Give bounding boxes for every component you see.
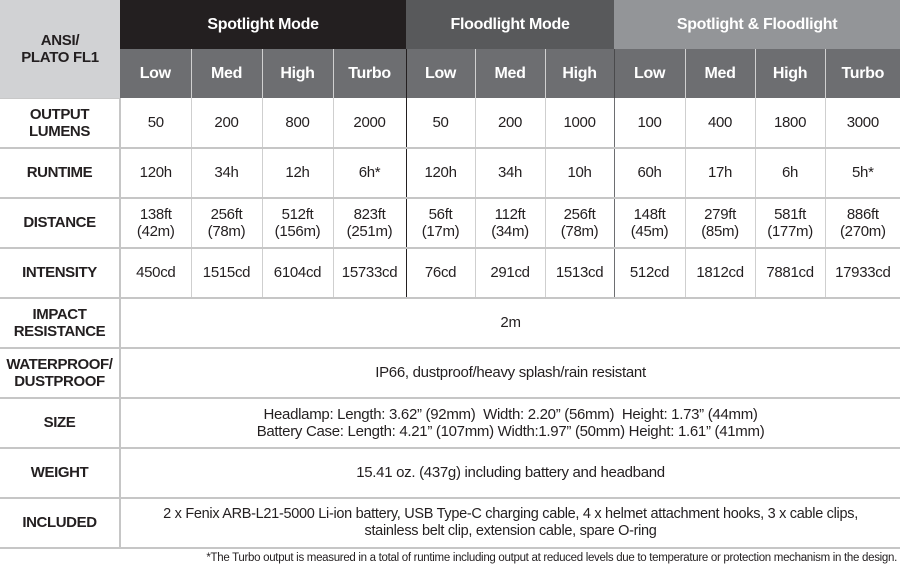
- row-intensity: [0, 248, 900, 298]
- row-included: [0, 498, 900, 548]
- size-headlamp: Headlamp: Length: 3.62” (92mm) Width: 2.20” (56mm) Height: 1.73” (44mm): [263, 405, 758, 423]
- output-flood-low: 50: [406, 98, 475, 148]
- runtime-both-med: 17h: [685, 148, 755, 198]
- runtime-both-turbo: 5h*: [825, 148, 900, 198]
- distance-flood-med: [475, 198, 545, 248]
- runtime-spot-low: 120h: [120, 148, 191, 198]
- distance-ft: 279ft: [704, 205, 736, 223]
- intensity-both-med: 1812cd: [685, 248, 755, 298]
- runtime-both-low: 60h: [614, 148, 685, 198]
- row-size: [0, 398, 900, 448]
- included-line1: 2 x Fenix ARB-L21-5000 Li-ion battery, USB Type-C charging cable, 4 x helmet attachment hooks, 3 x cable clips,: [163, 505, 858, 522]
- output-both-turbo: 3000: [825, 98, 900, 148]
- corner-label-line1: ANSI/: [40, 31, 80, 49]
- output-spot-low: 50: [120, 98, 191, 148]
- distance-m: (270m): [839, 222, 886, 240]
- runtime-spot-turbo: 6h*: [333, 148, 406, 198]
- distance-ft: 512ft: [281, 205, 314, 223]
- intensity-flood-high: 1513cd: [545, 248, 614, 298]
- row-label-included: INCLUDED: [0, 498, 120, 548]
- row-waterproof: [0, 348, 900, 398]
- included-value: [120, 498, 900, 548]
- row-output-lumens: [0, 98, 900, 148]
- output-flood-high: 1000: [545, 98, 614, 148]
- level-both-high: High: [755, 49, 825, 98]
- distance-both-med: [685, 198, 755, 248]
- distance-spot-turbo: [333, 198, 406, 248]
- label-line2: DUSTPROOF: [14, 372, 105, 390]
- distance-m: (251m): [346, 222, 393, 240]
- output-both-med: 400: [685, 98, 755, 148]
- runtime-flood-med: 34h: [475, 148, 545, 198]
- group-spotlight-mode: Spotlight Mode: [120, 0, 406, 49]
- distance-m: (34m): [491, 222, 529, 240]
- intensity-spot-high: 6104cd: [262, 248, 333, 298]
- distance-ft: 56ft: [428, 205, 453, 223]
- row-weight: [0, 448, 900, 498]
- row-label-output: [0, 98, 120, 148]
- row-label-runtime: RUNTIME: [0, 148, 120, 198]
- distance-ft: 138ft: [139, 205, 172, 223]
- runtime-flood-high: 10h: [545, 148, 614, 198]
- distance-flood-high: [545, 198, 614, 248]
- distance-both-high: [755, 198, 825, 248]
- output-spot-high: 800: [262, 98, 333, 148]
- size-value: [120, 398, 900, 448]
- distance-flood-low: [406, 198, 475, 248]
- intensity-flood-med: 291cd: [475, 248, 545, 298]
- row-impact-resistance: [0, 298, 900, 348]
- row-label-waterproof: [0, 348, 120, 398]
- level-spot-turbo: Turbo: [333, 49, 406, 98]
- output-flood-med: 200: [475, 98, 545, 148]
- header-level-row: [0, 49, 900, 98]
- distance-ft: 886ft: [846, 205, 879, 223]
- runtime-flood-low: 120h: [406, 148, 475, 198]
- distance-both-low: [614, 198, 685, 248]
- row-label-size: SIZE: [0, 398, 120, 448]
- intensity-both-high: 7881cd: [755, 248, 825, 298]
- runtime-both-high: 6h: [755, 148, 825, 198]
- output-spot-turbo: 2000: [333, 98, 406, 148]
- distance-ft: 148ft: [633, 205, 666, 223]
- level-flood-low: Low: [406, 49, 475, 98]
- level-spot-low: Low: [120, 49, 191, 98]
- level-both-low: Low: [614, 49, 685, 98]
- corner-label: [0, 0, 120, 98]
- output-spot-med: 200: [191, 98, 262, 148]
- level-both-turbo: Turbo: [825, 49, 900, 98]
- distance-m: (45m): [630, 222, 669, 240]
- distance-spot-high: [262, 198, 333, 248]
- distance-spot-med: [191, 198, 262, 248]
- distance-m: (42m): [136, 222, 175, 240]
- row-label-impact: [0, 298, 120, 348]
- label-line2: LUMENS: [29, 122, 90, 140]
- distance-m: (85m): [701, 222, 739, 240]
- row-label-intensity: INTENSITY: [0, 248, 120, 298]
- level-spot-high: High: [262, 49, 333, 98]
- output-both-high: 1800: [755, 98, 825, 148]
- runtime-spot-high: 12h: [262, 148, 333, 198]
- distance-m: (156m): [274, 222, 321, 240]
- distance-ft: 581ft: [774, 205, 806, 223]
- distance-ft: 823ft: [353, 205, 386, 223]
- output-both-low: 100: [614, 98, 685, 148]
- label-line2: RESISTANCE: [13, 322, 106, 340]
- intensity-both-low: 512cd: [614, 248, 685, 298]
- weight-value: 15.41 oz. (437g) including battery and headband: [120, 448, 900, 498]
- intensity-spot-med: 1515cd: [191, 248, 262, 298]
- included-line2: stainless belt clip, extension cable, spare O-ring: [364, 522, 657, 539]
- row-runtime: [0, 148, 900, 198]
- turbo-footnote: *The Turbo output is measured in a total of runtime including output at reduced levels due to temperature or protection mechanism in the design.: [206, 552, 897, 564]
- level-spot-med: Med: [191, 49, 262, 98]
- distance-spot-low: [120, 198, 191, 248]
- distance-ft: 256ft: [210, 205, 243, 223]
- group-spotlight-floodlight: Spotlight & Floodlight: [614, 0, 900, 49]
- intensity-spot-low: 450cd: [120, 248, 191, 298]
- impact-value: 2m: [120, 298, 900, 348]
- distance-both-turbo: [825, 198, 900, 248]
- level-both-med: Med: [685, 49, 755, 98]
- group-floodlight-mode: Floodlight Mode: [406, 0, 614, 49]
- runtime-spot-med: 34h: [191, 148, 262, 198]
- label-line1: IMPACT: [32, 305, 87, 323]
- row-label-distance: DISTANCE: [0, 198, 120, 248]
- header-group-row: [0, 0, 900, 49]
- label-line1: OUTPUT: [29, 105, 90, 123]
- label-line1: WATERPROOF/: [6, 355, 113, 373]
- intensity-spot-turbo: 15733cd: [333, 248, 406, 298]
- level-flood-high: High: [545, 49, 614, 98]
- intensity-both-turbo: 17933cd: [825, 248, 900, 298]
- distance-m: (78m): [560, 222, 599, 240]
- size-battery-case: Battery Case: Length: 4.21” (107mm) Width:1.97” (50mm) Height: 1.61” (41mm): [256, 422, 765, 440]
- distance-m: (78m): [207, 222, 246, 240]
- distance-m: (17m): [421, 222, 460, 240]
- level-flood-med: Med: [475, 49, 545, 98]
- distance-ft: 112ft: [494, 205, 526, 223]
- distance-m: (177m): [767, 222, 813, 240]
- waterproof-value: IP66, dustproof/heavy splash/rain resistant: [120, 348, 900, 398]
- corner-label-line2: PLATO FL1: [21, 48, 99, 66]
- row-label-weight: WEIGHT: [0, 448, 120, 498]
- distance-ft: 256ft: [563, 205, 596, 223]
- intensity-flood-low: 76cd: [406, 248, 475, 298]
- row-distance: [0, 198, 900, 248]
